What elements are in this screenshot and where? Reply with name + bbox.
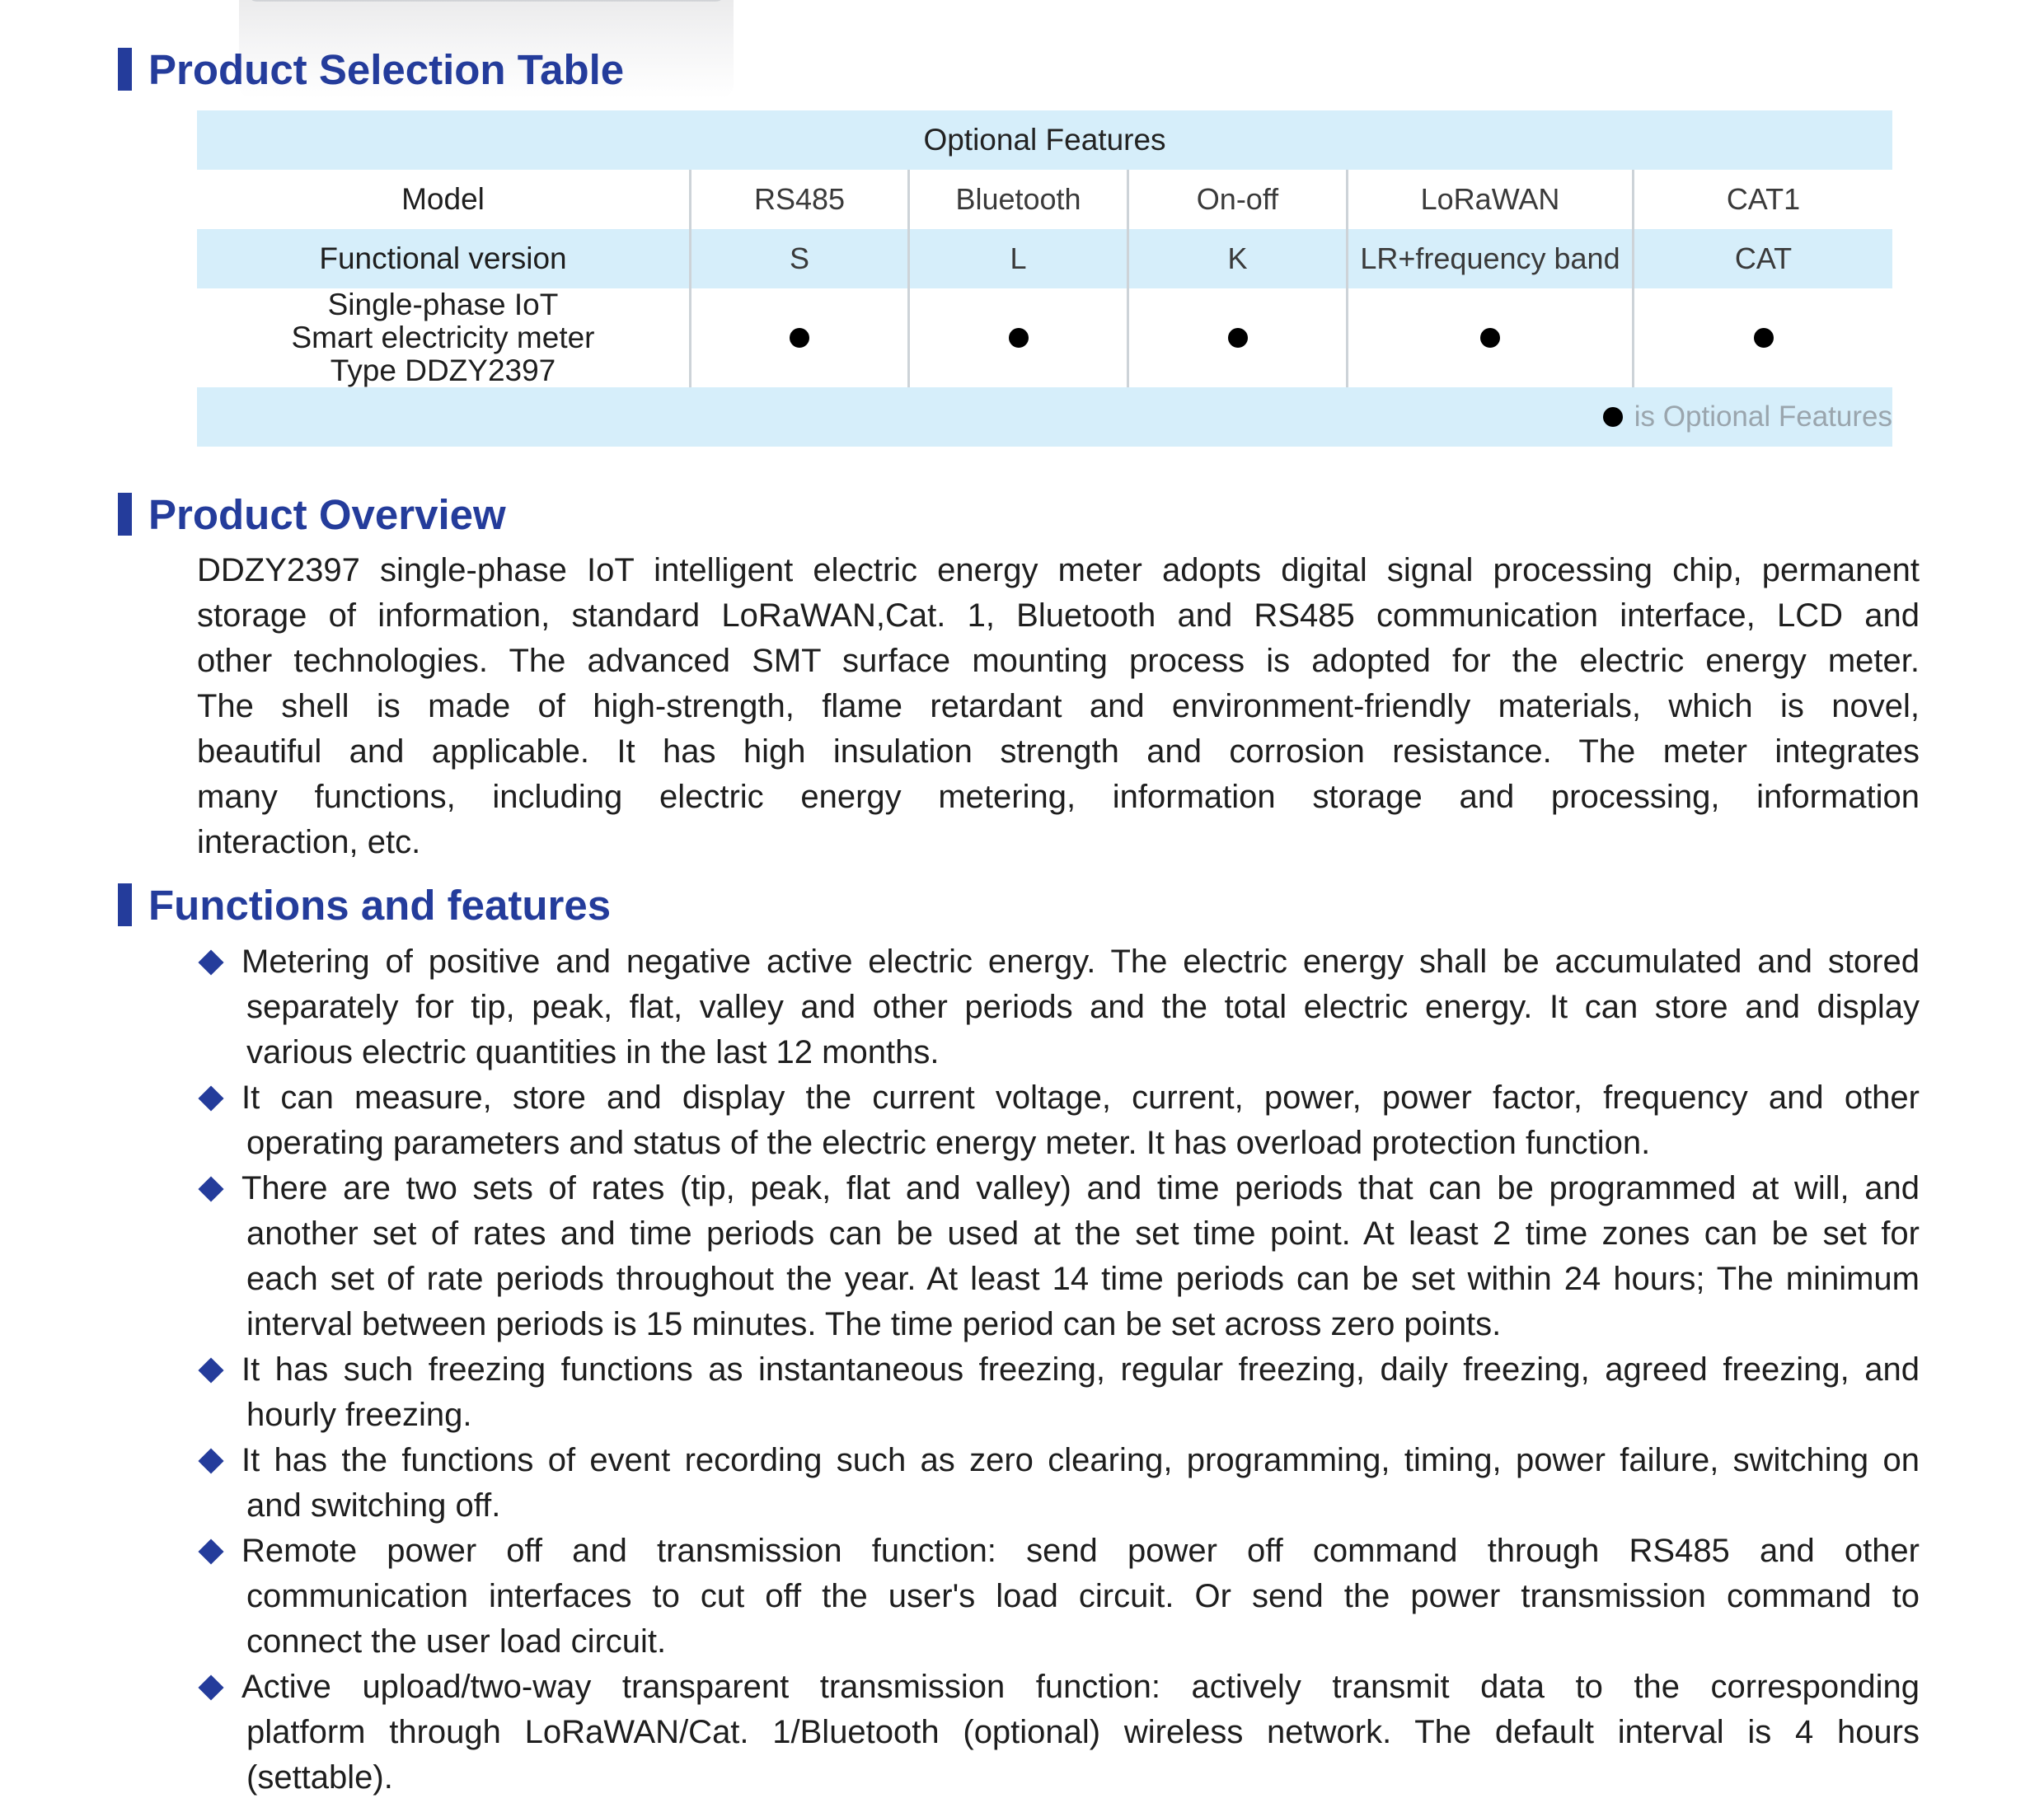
- column-header: LoRaWAN: [1346, 170, 1632, 229]
- column-header: CAT1: [1632, 170, 1892, 229]
- diamond-bullet-icon: [198, 1448, 223, 1473]
- feature-line: platform through LoRaWAN/Cat. 1/Bluetooth (optional) wireless network. The default interval is 4 hours: [246, 1714, 1920, 1750]
- features-list: [197, 939, 1920, 1801]
- feature-line: another set of rates and time periods can be used at the set time point. At least 2 time zones can be set for: [246, 1215, 1920, 1252]
- section-heading-overview: [118, 491, 506, 537]
- feature-line: communication interfaces to cut off the user's load circuit. Or send the power transmission command to: [246, 1578, 1920, 1614]
- overview-line: storage of information, standard LoRaWAN,Cat. 1, Bluetooth and RS485 communication interface, LCD and: [197, 597, 1920, 634]
- feature-line: separately for tip, peak, flat, valley and other periods and the total electric energy. It can store and display: [246, 989, 1920, 1025]
- column-header: On-off: [1127, 170, 1346, 229]
- table-cell: L: [907, 229, 1127, 288]
- feature-line: It has such freezing functions as instantaneous freezing, regular freezing, daily freezing, agreed freezing, and: [241, 1351, 1920, 1388]
- feature-item: [197, 1347, 1920, 1438]
- feature-line: (settable).: [246, 1759, 393, 1796]
- table-legend-row: [197, 387, 1892, 447]
- product-selection-table: [197, 110, 1892, 447]
- table-model-row: [197, 170, 1892, 229]
- diamond-bullet-icon: [198, 949, 223, 975]
- feature-line: It has the functions of event recording such as zero clearing, programming, timing, power failure, switching on: [241, 1442, 1920, 1478]
- table-cell: [689, 288, 907, 387]
- dot-icon: [1228, 328, 1248, 348]
- overview-line: DDZY2397 single-phase IoT intelligent electric energy meter adopts digital signal processing chip, permanent: [197, 552, 1920, 588]
- feature-item: [197, 939, 1920, 1075]
- overview-line: The shell is made of high-strength, flame retardant and environment-friendly materials, which is novel,: [197, 688, 1920, 724]
- feature-item: [197, 1166, 1920, 1347]
- feature-line: connect the user load circuit.: [246, 1623, 667, 1660]
- feature-item: [197, 1665, 1920, 1801]
- table-cell: K: [1127, 229, 1346, 288]
- diamond-bullet-icon: [198, 1674, 223, 1700]
- heading-accent-bar: [118, 48, 132, 91]
- table-cell: [1127, 288, 1346, 387]
- legend-text: is Optional Features: [1634, 400, 1892, 433]
- heading-accent-bar: [118, 883, 132, 926]
- product-name-cell: [197, 288, 689, 387]
- table-header-row: [197, 110, 1892, 170]
- column-header: RS485: [689, 170, 907, 229]
- section-heading-functions: [118, 882, 611, 928]
- dot-icon: [1480, 328, 1500, 348]
- overview-line: many functions, including electric energy metering, information storage and processing, information: [197, 779, 1920, 815]
- optional-features-header: Optional Features: [923, 123, 1166, 157]
- table-cell: [1632, 288, 1892, 387]
- dot-icon: [1009, 328, 1029, 348]
- table-cell: LR+frequency band: [1346, 229, 1632, 288]
- feature-line: each set of rate periods throughout the year. At least 14 time periods can be set within 24 hours; The minimum: [246, 1261, 1920, 1297]
- overview-line: interaction, etc.: [197, 824, 421, 860]
- table-cell: [907, 288, 1127, 387]
- feature-item: [197, 1529, 1920, 1665]
- model-label: Model: [401, 182, 485, 216]
- product-name-line: Type DDZY2397: [330, 354, 556, 387]
- feature-line: various electric quantities in the last 12 months.: [246, 1034, 940, 1070]
- diamond-bullet-icon: [198, 1085, 223, 1111]
- feature-line: It can measure, store and display the current voltage, current, power, power factor, frequency and other: [241, 1079, 1920, 1116]
- diamond-bullet-icon: [198, 1538, 223, 1564]
- diamond-bullet-icon: [198, 1176, 223, 1201]
- table-cell: [1346, 288, 1632, 387]
- overview-paragraph: [197, 548, 1920, 865]
- feature-line: There are two sets of rates (tip, peak, flat and valley) and time periods that can be programmed at will, and: [241, 1170, 1920, 1206]
- feature-item: [197, 1075, 1920, 1166]
- product-name-line: Single-phase IoT: [327, 288, 559, 321]
- overview-line: other technologies. The advanced SMT surface mounting process is adopted for the electric energy meter.: [197, 643, 1920, 679]
- feature-line: operating parameters and status of the electric energy meter. It has overload protection function.: [246, 1125, 1651, 1161]
- feature-item: [197, 1438, 1920, 1529]
- column-header: Bluetooth: [907, 170, 1127, 229]
- feature-line: interval between periods is 15 minutes. The time period can be set across zero points.: [246, 1306, 1502, 1342]
- section-title: Product Overview: [148, 490, 506, 538]
- feature-line: and switching off.: [246, 1487, 501, 1524]
- diamond-bullet-icon: [198, 1357, 223, 1383]
- table-functional-version-row: [197, 229, 1892, 288]
- section-title: Product Selection Table: [148, 45, 625, 93]
- table-cell: CAT: [1632, 229, 1892, 288]
- table-product-row: [197, 288, 1892, 387]
- table-cell: S: [689, 229, 907, 288]
- overview-line: beautiful and applicable. It has high insulation strength and corrosion resistance. The meter integrates: [197, 733, 1920, 770]
- dot-icon: [1603, 407, 1623, 427]
- section-title: Functions and features: [148, 881, 612, 929]
- product-name-line: Smart electricity meter: [291, 321, 595, 354]
- functional-version-label: Functional version: [319, 241, 567, 275]
- dot-icon: [790, 328, 809, 348]
- feature-line: Metering of positive and negative active electric energy. The electric energy shall be accumulated and stored: [241, 944, 1920, 980]
- section-heading-selection: [118, 46, 624, 92]
- feature-line: Active upload/two-way transparent transmission function: actively transmit data to the corresponding: [241, 1669, 1920, 1705]
- heading-accent-bar: [118, 493, 132, 536]
- feature-line: hourly freezing.: [246, 1397, 472, 1433]
- dot-icon: [1754, 328, 1774, 348]
- feature-line: Remote power off and transmission function: send power off command through RS485 and other: [241, 1533, 1920, 1569]
